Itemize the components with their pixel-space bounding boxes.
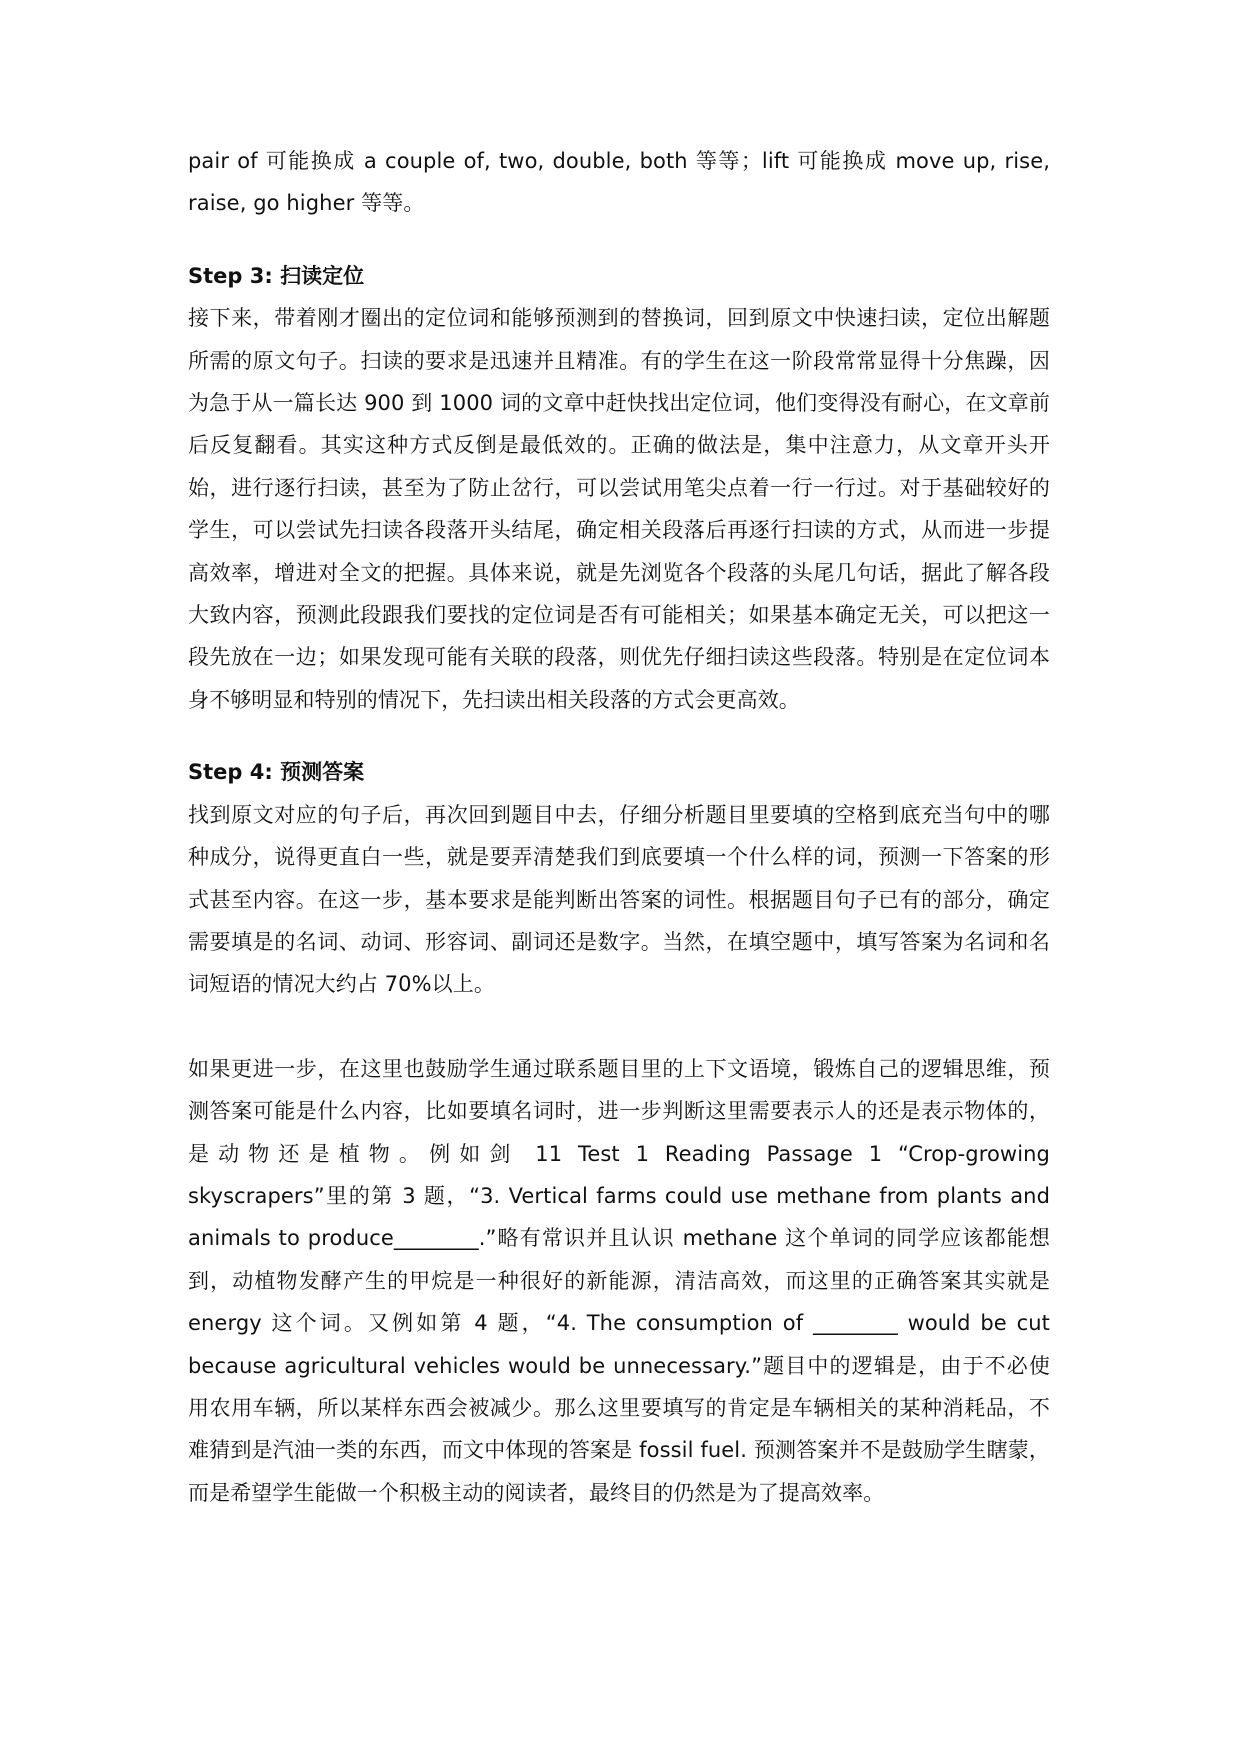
- step4-paragraph-2: 如果更进一步，在这里也鼓励学生通过联系题目里的上下文语境，锻炼自己的逻辑思维，预测答案可能是什么内容，比如要填名词时，进一步判断这里需要表示人的还是表示物体的，是动物还是植物。例如剑 11 Test 1 Reading Passage 1 “Crop-growing skyscrapers”里的第 3 题，“3. Vertical farms could use methane from plants and animals to produce________.”略有常识并且认识 methane 这个单词的同学应该都能想到，动植物发酵产生的甲烷是一种很好的新能源，清洁高效，而这里的正确答案其实就是 energy 这个词。又例如第 4 题，“4. The consumption of ________ would be cut because agricultural vehicles would be unnecessary.”题目中的逻辑是，由于不必使用农用车辆，所以某样东西会被减少。那么这里要填写的肯定是车辆相关的某种消耗品，不难猜到是汽油一类的东西，而文中体现的答案是 fossil fuel. 预测答案并不是鼓励学生瞎蒙，而是希望学生能做一个积极主动的阅读者，最终目的仍然是为了提高效率。: [188, 1056, 1050, 1505]
- spacer: [188, 225, 1050, 255]
- spacer: [188, 1006, 1050, 1048]
- step4-paragraph-1: 找到原文对应的句子后，再次回到题目中去，仔细分析题目里要填的空格到底充当句中的哪种成分，说得更直白一些，就是要弄清楚我们到底要填一个什么样的词，预测一下答案的形式甚至内容。在这一步，基本要求是能判断出答案的词性。根据题目句子已有的部分，确定需要填是的名词、动词、形容词、副词还是数字。当然，在填空题中，填写答案为名词和名词短语的情况大约占 70%以上。: [188, 802, 1050, 997]
- step4-heading: Step 4: 预测答案: [188, 760, 365, 785]
- document-page: [188, 140, 1050, 1514]
- step3-heading: Step 3: 扫读定位: [188, 263, 365, 288]
- spacer: [188, 721, 1050, 751]
- step3-paragraph: 接下来，带着刚才圈出的定位词和能够预测到的替换词，回到原文中快速扫读，定位出解题所需的原文句子。扫读的要求是迅速并且精准。有的学生在这一阶段常常显得十分焦躁，因为急于从一篇长达 900 到 1000 词的文章中赶快找出定位词，他们变得没有耐心，在文章前后反复翻看。其实这种方式反倒是最低效的。正确的做法是，集中注意力，从文章开头开始，进行逐行扫读，甚至为了防止岔行，可以尝试用笔尖点着一行一行过。对于基础较好的学生，可以尝试先扫读各段落开头结尾，确定相关段落后再逐行扫读的方式，从而进一步提高效率，增进对全文的把握。具体来说，就是先浏览各个段落的头尾几句话，据此了解各段大致内容，预测此段跟我们要找的定位词是否有可能相关；如果基本确定无关，可以把这一段先放在一边；如果发现可能有关联的段落，则优先仔细扫读这些段落。特别是在定位词本身不够明显和特别的情况下，先扫读出相关段落的方式会更高效。: [188, 306, 1050, 712]
- intro-paragraph: pair of 可能换成 a couple of, two, double, both 等等；lift 可能换成 move up, rise, raise, go higher 等等。: [188, 149, 1050, 216]
